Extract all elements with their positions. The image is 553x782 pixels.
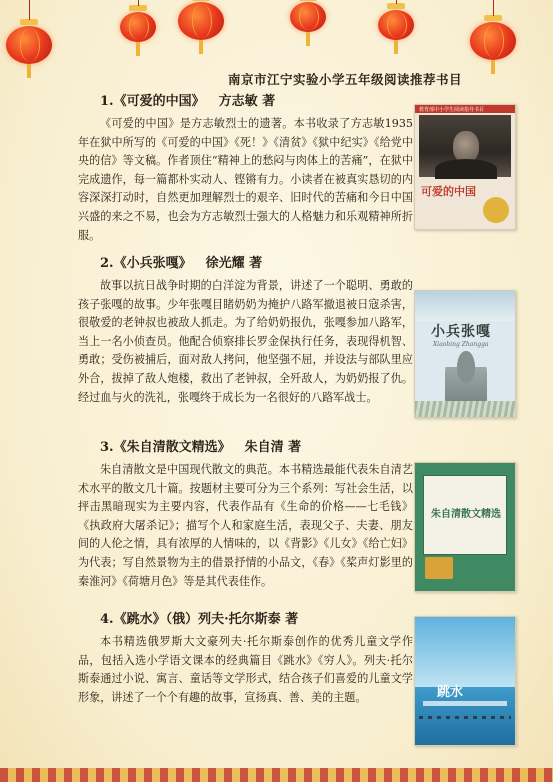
book-cover-4 (414, 616, 516, 746)
book-heading (78, 436, 413, 455)
book-cover-2 (414, 290, 516, 418)
cover-series: 教育部中小学生阅读指导书目 (419, 107, 485, 113)
book-title: 3.《朱自清散文精选》 (100, 440, 231, 455)
cover-tag (425, 557, 453, 579)
book-section-1 (78, 90, 413, 245)
book-description: 本书精选俄罗斯大文豪列夫·托尔斯泰创作的优秀儿童文学作品，包括入选小学语文课本的经典篇目《跳水》《穷人》。列夫·托尔斯泰通过小说、寓言、童话等文学形式，结合孩子们喜爱的儿童文学形象，讲述了一个个有趣的故事，宣扬真、善、美的主题。 (78, 635, 413, 704)
book-heading (78, 608, 413, 627)
cover-title: 小兵张嘎 (431, 324, 491, 340)
lantern-decoration (178, 2, 224, 40)
lantern-decoration (6, 26, 52, 64)
book-cover-1 (414, 104, 516, 230)
lantern-decoration (470, 22, 516, 60)
lantern-decoration (378, 10, 414, 40)
cover-subtitle: Xiaobing Zhangga (433, 341, 489, 348)
cover-title: 朱自清散文精选 (431, 509, 501, 520)
book-section-4 (78, 608, 413, 707)
decorative-border (0, 768, 553, 782)
book-title: 4.《跳水》（俄）列夫·托尔斯泰 著 (100, 612, 299, 627)
book-section-2 (78, 252, 413, 407)
page-title: 南京市江宁实验小学五年级阅读推荐书目 (227, 72, 462, 87)
book-author: 方志敏 著 (218, 94, 276, 109)
book-description: 朱自清散文是中国现代散文的典范。本书精选最能代表朱自清艺术水平的散文几十篇。按题材主要可分为三个系列：写社会生活，以抨击黑暗现实为主要内容，代表作品有《生命的价格——七毛钱》《执政府大屠杀记》；描写个人和家庭生活，表现父子、夫妻、朋友间的人伦之情，具有浓厚的人情味的，以《背影》《儿女》《给亡妇》为代表；写自然景物为主的借景抒情的小品文，《春》《桨声灯影里的秦淮河》《荷塘月色》等是其代表佳作。 (78, 463, 413, 588)
book-heading (78, 90, 413, 109)
book-description: 故事以抗日战争时期的白洋淀为背景，讲述了一个聪明、勇敢的孩子张嘎的故事。少年张嘎目睹奶奶为掩护八路军撤退被日寇杀害，很敬爱的老钟叔也被敌人抓走。为了给奶奶报仇，张嘎参加八路军，当上一名小侦查员。他配合侦察排长罗金保执行任务，表现得机智、勇敢；受伤被捕后，面对敌人拷问，他坚强不屈，并设法与部队里应外合，拔掉了敌人炮楼，救出了老钟叔，全歼敌人，为奶奶报了仇。经过血与火的洗礼，张嘎终于成长为一名很好的八路军战士。 (78, 279, 413, 404)
book-section-3 (78, 436, 413, 591)
book-cover-3 (414, 462, 516, 592)
book-title: 2.《小兵张嘎》 (100, 256, 192, 271)
book-description: 《可爱的中国》是方志敏烈士的遗著。本书收录了方志敏1935年在狱中所写的《可爱的中国》《死！》《清贫》《狱中纪实》《给党中央的信》等文稿。作者顶住“精神上的愁闷与肉体上的苦痛”，在狱中完成遗作，每一篇都朴实动人、铿锵有力。小读者在被真实恳切的内容深深打动时，自然更加理解烈士的艰辛、旧时代的苦痛和今日中国兴盛的来之不易，也会为方志敏烈士强大的人格魅力和乐观精神所折服。 (78, 117, 413, 242)
lantern-decoration (120, 12, 156, 42)
book-author: 徐光耀 著 (205, 256, 263, 271)
book-author: 朱自清 著 (244, 440, 302, 455)
book-heading (78, 252, 413, 271)
award-seal-icon (483, 197, 509, 223)
lantern-decoration (290, 2, 326, 32)
boy-illustration (445, 351, 487, 405)
book-title: 1.《可爱的中国》 (100, 94, 205, 109)
pier-illustration (419, 716, 511, 719)
cover-title: 跳水 (437, 685, 464, 700)
cover-title: 可爱的中国 (421, 185, 476, 198)
